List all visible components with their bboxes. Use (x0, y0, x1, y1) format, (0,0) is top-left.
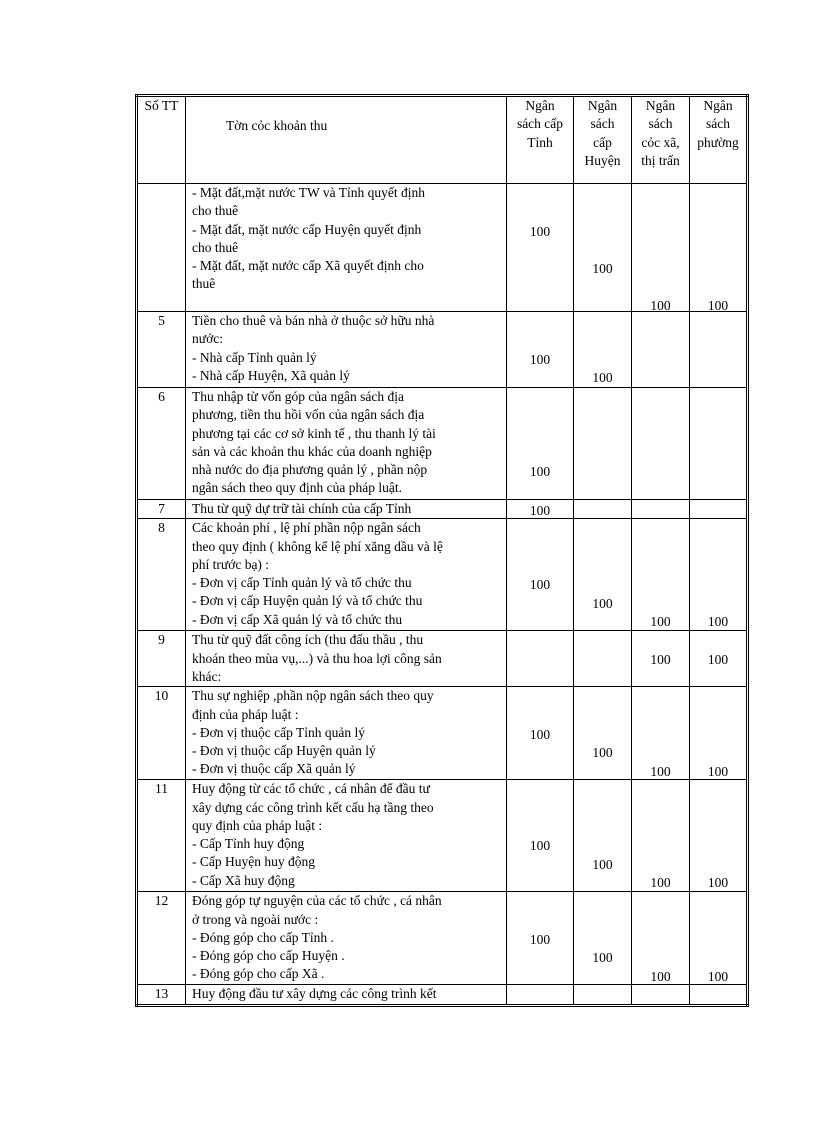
value-cell-huyen (574, 985, 632, 1005)
percent-value: 100 (707, 652, 729, 668)
row-number: 5 (137, 312, 186, 388)
table-header-row (137, 96, 748, 184)
value-cell-phuong (690, 184, 748, 312)
description-line: quy định của pháp luật : (192, 817, 323, 833)
description-line: Các khoản phí , lệ phí phần nộp ngân sách (192, 520, 421, 536)
value-cell-tinh (507, 985, 574, 1005)
table-row (137, 892, 748, 985)
value-cell-phuong (690, 500, 748, 519)
value-cell-huyen (574, 631, 632, 687)
value-cell-tinh (507, 312, 574, 388)
description-line: Đóng góp tự nguyện của các tổ chức , cá nhân (192, 893, 442, 909)
value-cell-tinh (507, 892, 574, 985)
description-line: - Cấp Huyện huy động (192, 854, 315, 870)
description-line: Tiền cho thuê và bán nhà ở thuộc sở hữu nhà (192, 313, 435, 328)
revenue-description (186, 184, 507, 312)
description-line: theo quy định ( không kể lệ phí xăng dầu và lệ (192, 538, 443, 554)
description-line: - Đơn vị cấp Xã quản lý và tổ chức thu (192, 611, 403, 627)
percent-value: 100 (592, 950, 613, 966)
description-line: phương, tiền thu hồi vốn của ngân sách địa (192, 407, 425, 423)
value-cell-phuong (690, 312, 748, 388)
value-cell-huyen (574, 184, 632, 312)
percent-value: 100 (592, 596, 613, 612)
value-cell-huyen (574, 687, 632, 780)
value-cell-huyen (574, 388, 632, 500)
value-cell-xa (632, 312, 690, 388)
row-number: 9 (137, 631, 186, 687)
row-number (137, 184, 186, 312)
description-line: - Mặt đất,mặt nước TW và Tỉnh quyết định (192, 185, 426, 200)
description-line: - Đơn vị thuộc cấp Tỉnh quản lý (192, 724, 365, 740)
header-phuong: Ngân sách phường (690, 96, 748, 184)
percent-value: 100 (650, 298, 671, 313)
table-row (137, 631, 748, 687)
description-line: ở trong và ngoài nước : (192, 911, 319, 927)
revenue-description (186, 892, 507, 985)
percent-value: 100 (707, 875, 729, 891)
row-number: 6 (137, 388, 186, 500)
percent-value: 100 (707, 764, 729, 780)
value-cell-xa (632, 985, 690, 1005)
description-line: - Đơn vị thuộc cấp Xã quản lý (192, 761, 356, 777)
description-line: khoán theo mùa vụ,...) và thu hoa lợi công sản (192, 650, 442, 666)
value-cell-xa (632, 184, 690, 312)
row-number: 12 (137, 892, 186, 985)
description-line: - Cấp Tỉnh huy động (192, 836, 305, 852)
percent-value: 100 (707, 614, 729, 630)
percent-value: 100 (650, 614, 671, 630)
percent-value: 100 (707, 969, 729, 985)
description-line: thuê (192, 276, 216, 292)
description-line: cho thuê (192, 239, 239, 255)
table-row (137, 687, 748, 780)
percent-value: 100 (650, 875, 671, 891)
value-cell-phuong (690, 892, 748, 985)
description-line: Thu từ quỹ dự trữ tài chính của cấp Tỉnh (192, 501, 412, 516)
value-cell-tinh (507, 687, 574, 780)
value-cell-tinh (507, 631, 574, 687)
value-cell-xa (632, 687, 690, 780)
revenue-description (186, 687, 507, 780)
row-number: 11 (137, 780, 186, 892)
description-line: cho thuê (192, 203, 239, 219)
percent-value: 100 (592, 857, 613, 873)
revenue-description (186, 519, 507, 631)
value-cell-phuong (690, 985, 748, 1005)
description-line: ngân sách theo quy định của pháp luật. (192, 480, 402, 496)
description-line: - Đóng góp cho cấp Xã . (192, 966, 325, 982)
row-number: 13 (137, 985, 186, 1005)
description-line: Huy động từ các tổ chức , cá nhân để đầu tư (192, 781, 430, 797)
percent-value: 100 (529, 727, 551, 743)
percent-value: 100 (650, 764, 671, 780)
header-tinh: Ngân sách cấp Tỉnh (507, 96, 574, 184)
description-line: xây dựng các công trình kết cấu hạ tầng theo (192, 799, 434, 815)
header-huyen: Ngân sách cấp Huyện (574, 96, 632, 184)
percent-value: 100 (707, 298, 729, 313)
value-cell-huyen (574, 780, 632, 892)
description-line: - Nhà cấp Tỉnh quản lý (192, 349, 317, 365)
value-cell-tinh (507, 780, 574, 892)
percent-value: 100 (529, 464, 551, 479)
percent-value: 100 (529, 577, 551, 593)
percent-value: 100 (529, 352, 551, 367)
value-cell-xa (632, 780, 690, 892)
value-cell-phuong (690, 519, 748, 631)
description-line: Thu sự nghiệp ,phần nộp ngân sách theo quy (192, 688, 434, 704)
description-line: nhà nước do địa phương quản lý , phần nộp (192, 462, 428, 478)
table-row (137, 780, 748, 892)
value-cell-xa (632, 388, 690, 500)
table-row (137, 500, 748, 519)
revenue-description (186, 500, 507, 519)
value-cell-phuong (690, 780, 748, 892)
revenue-description (186, 631, 507, 687)
description-line: định của pháp luật : (192, 706, 299, 722)
row-number: 10 (137, 687, 186, 780)
percent-value: 100 (529, 838, 551, 854)
value-cell-huyen (574, 519, 632, 631)
table-row (137, 184, 748, 312)
table-row (137, 312, 748, 388)
value-cell-phuong (690, 687, 748, 780)
percent-value: 100 (592, 370, 613, 385)
value-cell-huyen (574, 312, 632, 388)
row-number: 8 (137, 519, 186, 631)
description-line: sản và các khoản thu khác của doanh nghiệp (192, 443, 432, 459)
description-line: Thu nhập từ vốn góp của ngân sách địa (192, 389, 405, 404)
value-cell-xa (632, 519, 690, 631)
description-line: khác: (192, 668, 222, 684)
table-row (137, 519, 748, 631)
description-line: nước: (192, 331, 223, 347)
table-row (137, 985, 748, 1005)
description-line: - Mặt đất, mặt nước cấp Xã quyết định cho (192, 258, 424, 274)
row-number: 7 (137, 500, 186, 519)
description-line: - Nhà cấp Huyện, Xã quản lý (192, 367, 350, 383)
revenue-description (186, 388, 507, 500)
percent-value: 100 (592, 261, 613, 276)
value-cell-xa (632, 892, 690, 985)
table-row (137, 388, 748, 500)
description-line: - Mặt đất, mặt nước cấp Huyện quyết định (192, 221, 422, 237)
description-line: - Đơn vị cấp Tỉnh quản lý và tổ chức thu (192, 575, 412, 591)
description-line: - Cấp Xã huy động (192, 872, 295, 888)
percent-value: 100 (650, 652, 671, 668)
value-cell-huyen (574, 892, 632, 985)
description-line: Thu từ quỹ đất công ích (thu đấu thầu , thu (192, 632, 424, 648)
description-line: - Đóng góp cho cấp Huyện . (192, 948, 345, 964)
percent-value: 100 (529, 503, 551, 518)
value-cell-tinh (507, 184, 574, 312)
value-cell-tinh (507, 500, 574, 519)
header-name: Tờn cỏc khoản thu (186, 96, 507, 184)
description-line: - Đơn vị cấp Huyện quản lý và tổ chức thu (192, 593, 423, 609)
value-cell-tinh (507, 388, 574, 500)
description-line: phí trước bạ) : (192, 556, 270, 572)
percent-value: 100 (529, 932, 551, 948)
percent-value: 100 (529, 224, 551, 239)
revenue-allocation-table (135, 94, 749, 1007)
value-cell-xa (632, 631, 690, 687)
header-xa: Ngân sách cỏc xã, thị trấn (632, 96, 690, 184)
value-cell-phuong (690, 631, 748, 687)
description-line: - Đóng góp cho cấp Tỉnh . (192, 929, 334, 945)
header-no: Số TT (137, 96, 186, 184)
value-cell-phuong (690, 388, 748, 500)
revenue-description (186, 312, 507, 388)
value-cell-xa (632, 500, 690, 519)
percent-value: 100 (592, 745, 613, 761)
value-cell-huyen (574, 500, 632, 519)
value-cell-tinh (507, 519, 574, 631)
description-line: - Đơn vị thuộc cấp Huyện quản lý (192, 743, 376, 759)
revenue-description (186, 780, 507, 892)
revenue-description (186, 985, 507, 1005)
percent-value: 100 (650, 969, 671, 985)
description-line: phương tại các cơ sở kinh tế , thu thanh lý tài (192, 425, 436, 441)
description-line: Huy động đầu tư xây dựng các công trình kết (192, 986, 437, 1002)
